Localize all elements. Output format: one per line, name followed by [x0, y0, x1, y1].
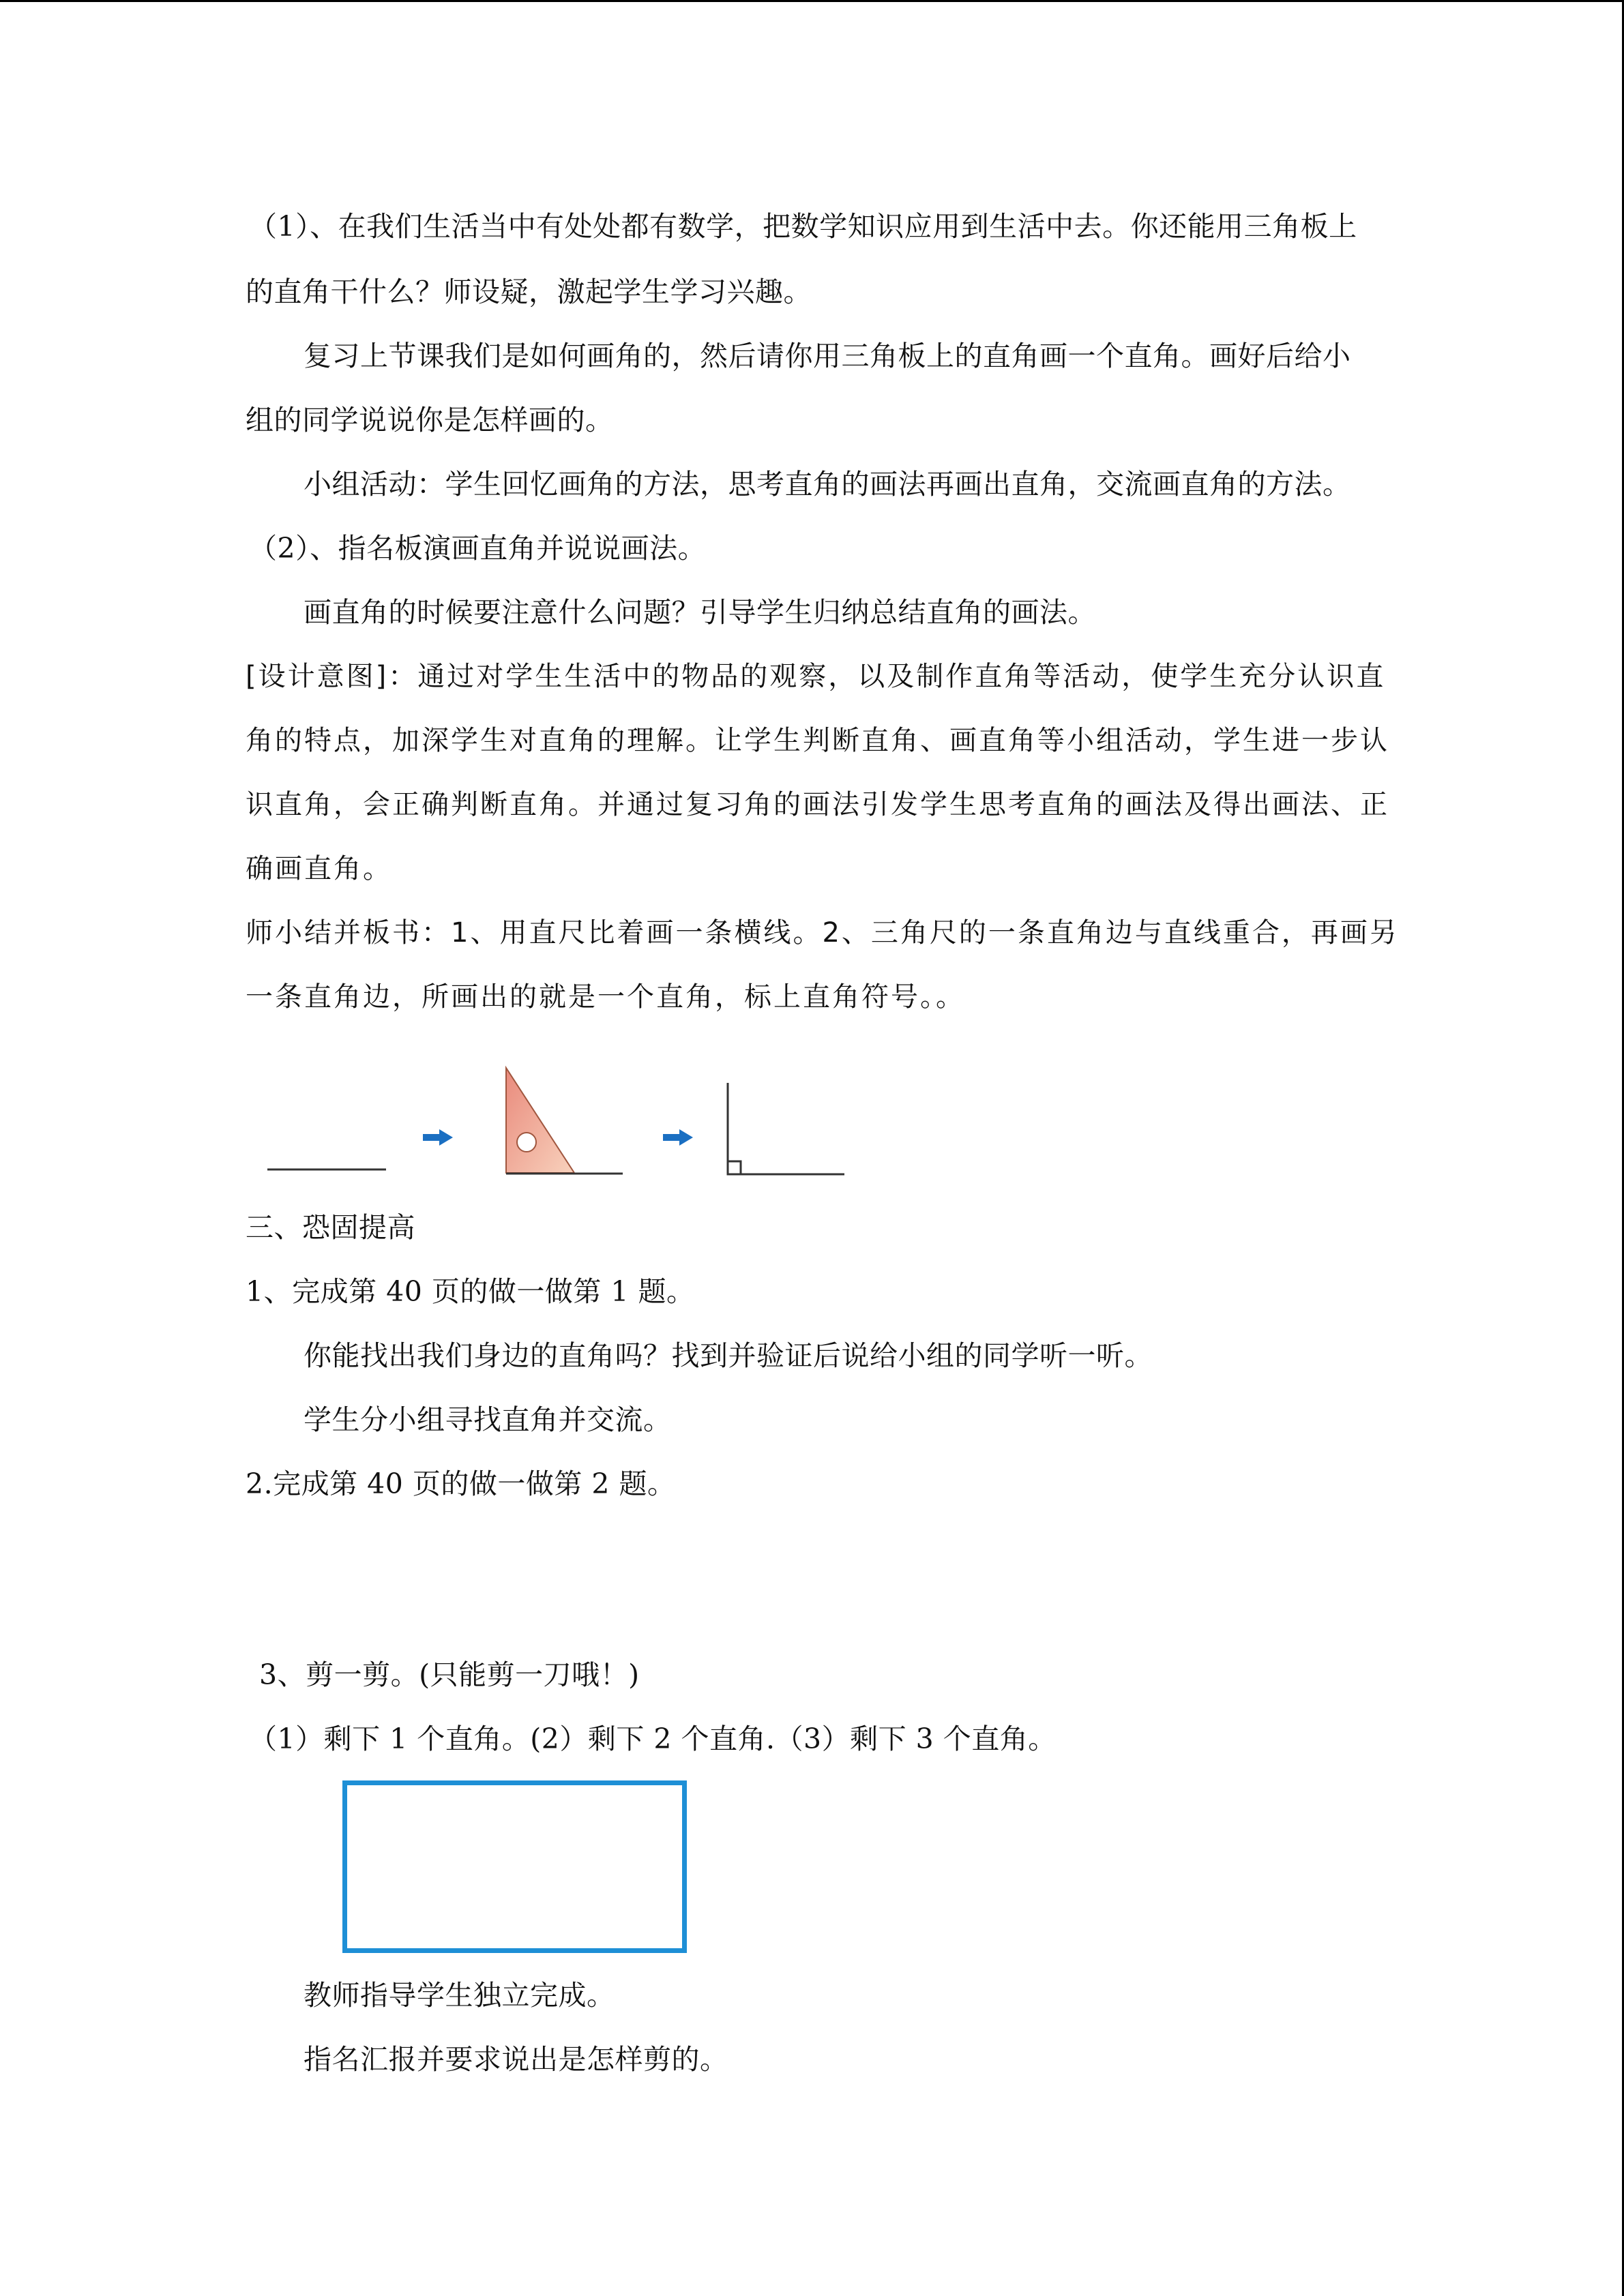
paragraph-line-1: （1）、在我们生活当中有处处都有数学，把数学知识应用到生活中去。你还能用三角板上: [249, 210, 1357, 243]
exercise-3-title: 3、剪一剪。(只能剪一刀哦！): [259, 1658, 640, 1691]
paragraph-line-4: 组的同学说说你是怎样画的。: [246, 404, 614, 436]
summary-line-1: 师小结并板书：1、用直尺比着画一条横线。2、三角尺的一条直角边与直线重合，再画另: [246, 917, 1399, 949]
design-intent-line-2: 角的特点，加深学生对直角的理解。让学生判断直角、画直角等小组活动，学生进一步认: [246, 725, 1389, 756]
paragraph-line-6: （2）、指名板演画直角并说说画法。: [249, 532, 707, 565]
paragraph-line-7: 画直角的时候要注意什么问题？引导学生归纳总结直角的画法。: [304, 596, 1096, 629]
paragraph-line-2: 的直角干什么？师设疑，激起学生学习兴趣。: [246, 275, 812, 308]
design-intent-line-4: 确画直角。: [246, 853, 392, 884]
right-angle-drawing: [727, 1083, 844, 1174]
page-border-top: [0, 0, 1624, 2]
summary-line-2: 一条直角边，所画出的就是一个直角，标上直角符号。。: [246, 981, 965, 1013]
right-arrow-icon: [423, 1129, 453, 1146]
section-heading: 三、恐固提高: [246, 1211, 415, 1244]
report-instruction: 指名汇报并要求说出是怎样剪的。: [304, 2043, 728, 2076]
paragraph-line-3: 复习上节课我们是如何画角的，然后请你用三角板上的直角画一个直角。画好后给小: [304, 340, 1351, 372]
exercise-1-prompt: 你能找出我们身边的直角吗？找到并验证后说给小组的同学听一听。: [304, 1339, 1153, 1372]
cutting-rectangle: [342, 1780, 687, 1953]
design-intent-line-3: 识直角，会正确判断直角。并通过复习角的画法引发学生思考直角的画法及得出画法、正: [246, 789, 1389, 820]
exercise-2-title: 2.完成第 40 页的做一做第 2 题。: [246, 1467, 676, 1500]
teacher-guidance: 教师指导学生独立完成。: [304, 1979, 615, 2012]
exercise-3-tasks: （1）剩下 1 个直角。(2）剩下 2 个直角.（3）剩下 3 个直角。: [249, 1723, 1057, 1755]
exercise-1-title: 1、完成第 40 页的做一做第 1 题。: [246, 1275, 695, 1308]
right-arrow-icon: [663, 1129, 693, 1146]
design-intent-line-1: [设计意图]：通过对学生生活中的物品的观察，以及制作直角等活动，使学生充分认识直: [246, 661, 1386, 692]
exercise-1-activity: 学生分小组寻找直角并交流。: [304, 1403, 672, 1436]
drawing-steps-figure: [259, 1057, 859, 1187]
paragraph-line-5: 小组活动：学生回忆画角的方法，思考直角的画法再画出直角，交流画直角的方法。: [304, 468, 1351, 501]
triangle-ruler: [506, 1068, 623, 1174]
